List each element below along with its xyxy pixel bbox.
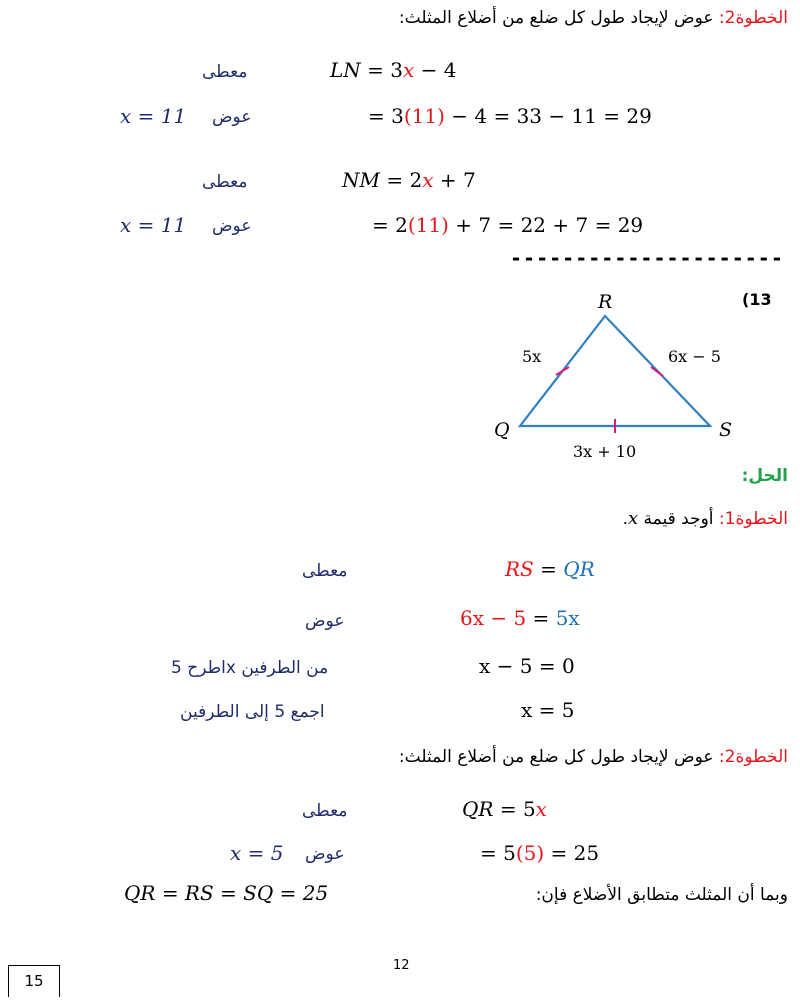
row3-note: اطرح 5x من الطرفين — [171, 658, 329, 678]
page-number: 12 — [393, 958, 410, 973]
row3-expr: x − 5 = 0 — [479, 654, 575, 678]
side-label-qr: 5x — [522, 347, 542, 366]
solution-label: الحل: — [741, 466, 788, 486]
row2-expr: 6x − 5 = 5x — [460, 606, 580, 630]
side-label-rs: 6x − 5 — [668, 347, 721, 366]
qr-substitute-note: عوض — [305, 844, 345, 864]
step1-heading: الخطوة1: أوجد قيمة x. — [622, 508, 788, 529]
qr-given-note: معطى — [302, 801, 348, 821]
nm-substitute-var: x = 11 — [120, 213, 187, 237]
nm-substitute-note: عوض — [212, 216, 252, 236]
row1-note: معطى — [302, 561, 348, 581]
tick-mark-left — [556, 367, 569, 375]
step-label: الخطوة2: — [718, 8, 788, 28]
vertex-r: R — [598, 291, 613, 313]
qr-equation: QR = 5x — [462, 797, 547, 821]
row2-note: عوض — [305, 611, 345, 631]
tick-mark-right — [651, 367, 663, 376]
row1-expr: RS = QR — [505, 557, 595, 581]
qr-evaluation: = 5(5) = 25 — [480, 841, 600, 865]
ln-substitute-note: عوض — [212, 107, 252, 127]
nm-equation: NM = 2x + 7 — [342, 168, 476, 192]
ln-evaluation: = 3(11) − 4 = 33 − 11 = 29 — [368, 104, 652, 128]
row4-note: اجمع 5 إلى الطرفين — [180, 702, 325, 722]
qr-substitute-var: x = 5 — [230, 841, 284, 865]
side-label-qs: 3x + 10 — [573, 442, 637, 461]
problem-number: (13 — [742, 290, 772, 309]
page-box-number: 15 — [8, 965, 60, 997]
row4-expr: x = 5 — [521, 698, 575, 722]
ln-given-note: معطى — [202, 62, 248, 82]
ln-equation: LN = 3x − 4 — [330, 58, 457, 82]
step2-heading-top — [399, 8, 788, 28]
step2-heading-bottom: الخطوة2: عوض لإيجاد طول كل ضلع من أضلاع المثلث: — [398, 747, 788, 767]
vertex-q: Q — [494, 419, 510, 441]
triangle-figure — [470, 280, 760, 470]
separator-line: --------------------- — [510, 246, 784, 270]
triangle-qrs — [520, 316, 710, 426]
conclusion-math: QR = RS = SQ = 25 — [124, 881, 329, 905]
ln-substitute-var: x = 11 — [120, 104, 187, 128]
conclusion-text: وبما أن المثلث متطابق الأضلاع فإن: — [535, 885, 788, 905]
nm-evaluation: = 2(11) + 7 = 22 + 7 = 29 — [372, 213, 644, 237]
vertex-s: S — [719, 419, 733, 441]
step-text: عوض لإيجاد طول كل ضلع من أضلاع المثلث: — [398, 8, 719, 28]
nm-given-note: معطى — [202, 172, 248, 192]
